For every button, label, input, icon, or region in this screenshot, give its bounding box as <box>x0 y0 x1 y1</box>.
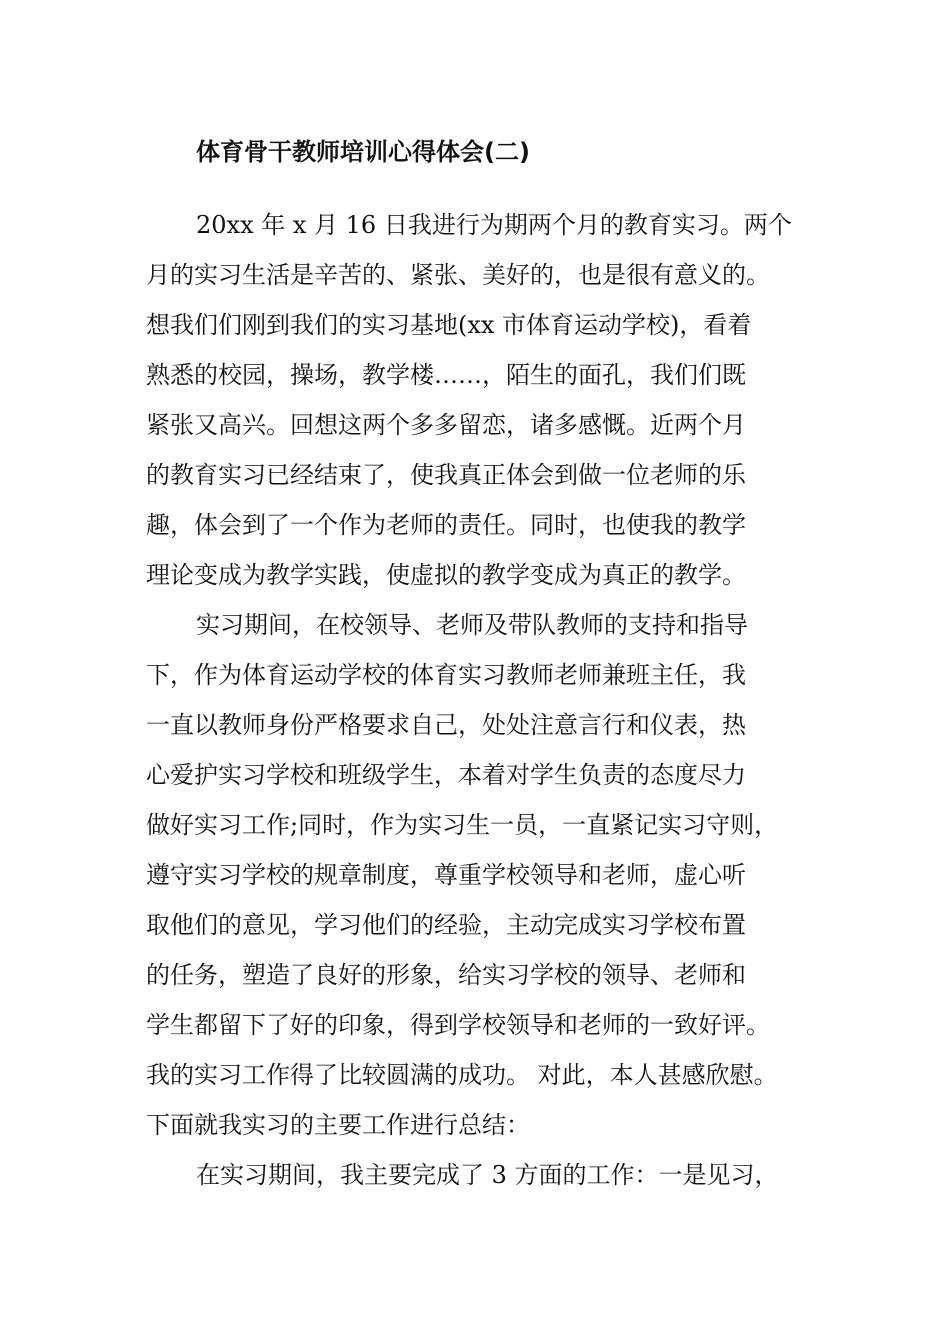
text-line: 一直以教师身份严格要求自己，处处注意言行和仪表，热 <box>146 711 746 739</box>
text-line: 实习期间，在校领导、老师及带队教师的支持和指导 <box>196 611 748 639</box>
text-line: 的任务，塑造了良好的形象，给实习学校的领导、老师和 <box>146 961 746 989</box>
text-line: 20xx 年 x 月 16 日我进行为期两个月的教育实习。两个 <box>196 211 792 239</box>
text-line: 想我们们刚到我们的实习基地(xx 市体育运动学校)，看着 <box>146 311 752 339</box>
text-line: 取他们的意见，学习他们的经验，主动完成实习学校布置 <box>146 911 746 939</box>
text-line: 做好实习工作;同时，作为实习生一员，一直紧记实习守则， <box>146 811 779 839</box>
text-line: 熟悉的校园，操场，教学楼……，陌生的面孔，我们们既 <box>146 361 746 389</box>
text-line: 心爱护实习学校和班级学生，本着对学生负责的态度尽力 <box>146 761 746 789</box>
text-line: 下，作为体育运动学校的体育实习教师老师兼班主任，我 <box>146 661 746 689</box>
text-line: 下面就我实习的主要工作进行总结： <box>146 1111 530 1139</box>
text-line: 我的实习工作得了比较圆满的成功。 对此，本人甚感欣慰。 <box>146 1061 778 1089</box>
text-line: 趣，体会到了一个作为老师的责任。同时，也使我的教学 <box>146 511 746 539</box>
text-line: 紧张又高兴。回想这两个多多留恋，诸多感慨。近两个月 <box>146 411 746 439</box>
text-line: 理论变成为教学实践，使虚拟的教学变成为真正的教学。 <box>146 561 746 589</box>
document-title: 体育骨干教师培训心得体会(二) <box>196 138 530 166</box>
text-line: 学生都留下了好的印象，得到学校领导和老师的一致好评。 <box>146 1011 770 1039</box>
document-body <box>146 200 816 1200</box>
text-line: 月的实习生活是辛苦的、紧张、美好的，也是很有意义的。 <box>146 261 770 289</box>
text-line: 的教育实习已经结束了，使我真正体会到做一位老师的乐 <box>146 461 746 489</box>
text-line: 在实习期间，我主要完成了 3 方面的工作：一是见习， <box>196 1161 779 1189</box>
text-line: 遵守实习学校的规章制度，尊重学校领导和老师，虚心听 <box>146 861 746 889</box>
